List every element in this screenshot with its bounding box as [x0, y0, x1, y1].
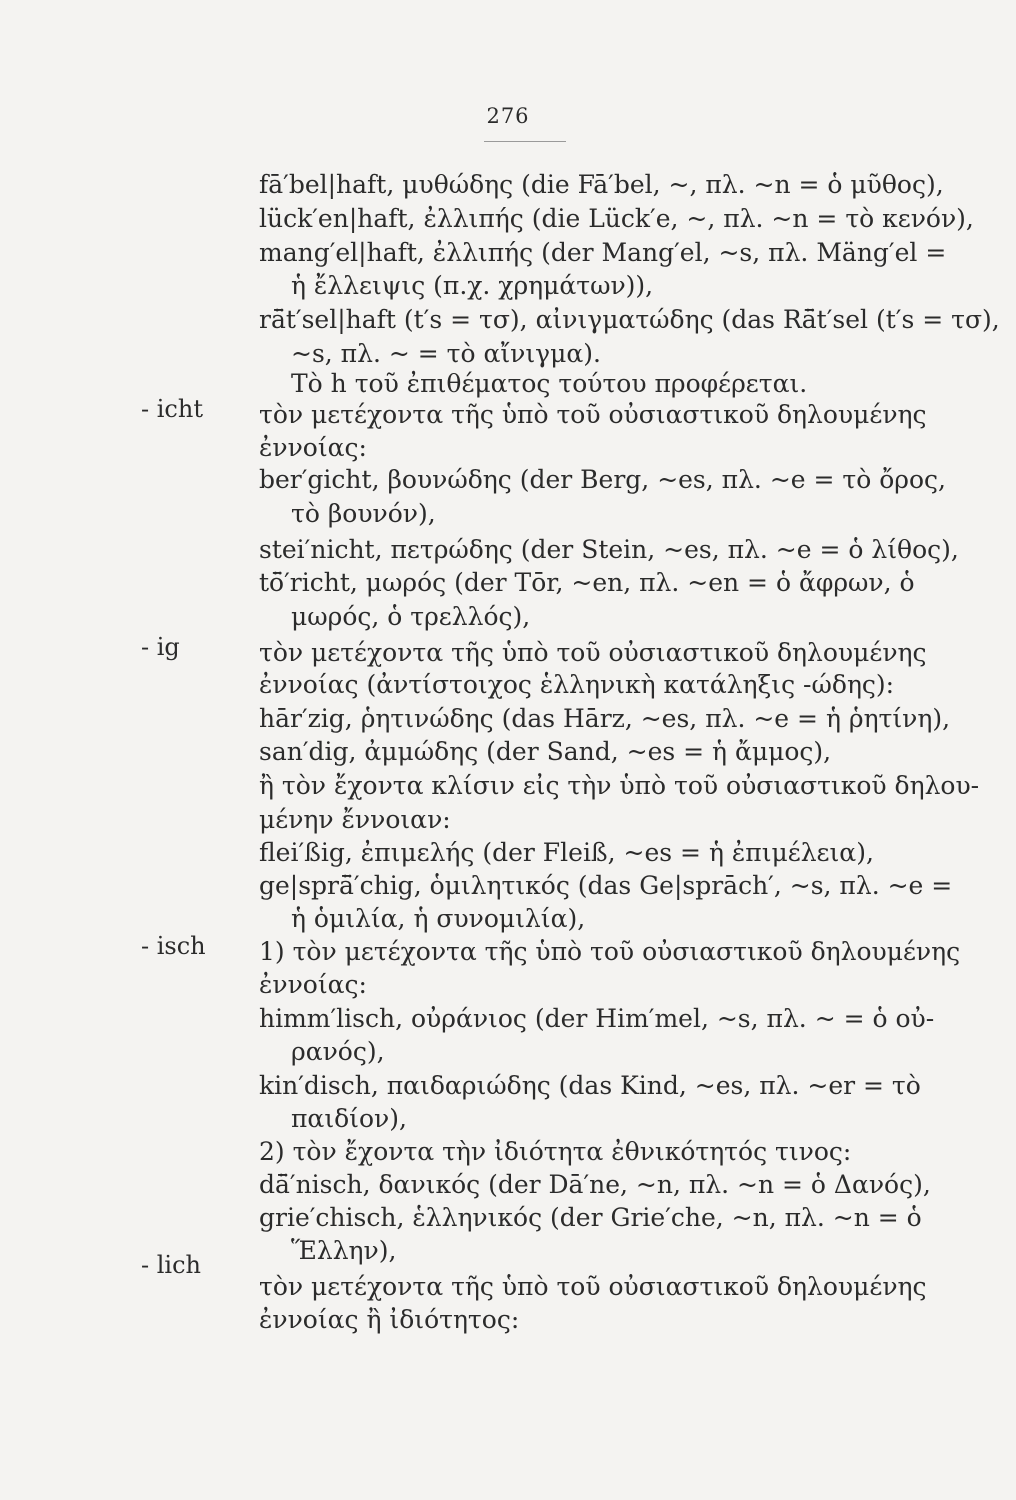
- suffix-label-isch: - isch: [141, 932, 206, 960]
- text-line: ἐννοίας:: [259, 970, 367, 999]
- page-number-rule: [484, 141, 566, 142]
- text-line: lück′en|haft, ἐλλιπής (die Lück′e, ~, πλ. ~n = τὸ κενόν),: [259, 204, 974, 233]
- text-line: kin′disch, παιδαριώδης (das Kind, ~es, πλ. ~er = τὸ: [259, 1071, 921, 1100]
- text-line: Ἕλλην),: [291, 1236, 397, 1265]
- text-line: hār′zig, ῥητινώδης (das Hārz, ~es, πλ. ~e = ἡ ῥητίνη),: [259, 704, 951, 733]
- text-line: τὸν μετέχοντα τῆς ὑπὸ τοῦ οὐσιαστικοῦ δηλουμένης: [259, 1272, 927, 1301]
- text-line: ἐννοίας ἢ ἰδιότητος:: [259, 1305, 520, 1334]
- text-line: tō̈′richt, μωρός (der Tōr, ~en, πλ. ~en = ὁ ἄφρων, ὁ: [259, 568, 915, 597]
- text-line: grie′chisch, ἑλληνικός (der Grie′che, ~n, πλ. ~n = ὁ: [259, 1203, 922, 1232]
- text-line: 2) τὸν ἔχοντα τὴν ἰδιότητα ἐθνικότητός τινος:: [259, 1137, 852, 1166]
- text-line: ἡ ὁμιλία, ἡ συνομιλία),: [291, 904, 586, 933]
- text-line: ἢ τὸν ἔχοντα κλίσιν εἰς τὴν ὑπὸ τοῦ οὐσιαστικοῦ δηλου-: [259, 771, 980, 800]
- text-line: ~s, πλ. ~ = τὸ αἴνιγμα).: [291, 339, 601, 368]
- text-line: τὸν μετέχοντα τῆς ὑπὸ τοῦ οὐσιαστικοῦ δηλουμένης: [259, 400, 927, 429]
- text-line: stei′nicht, πετρώδης (der Stein, ~es, πλ. ~e = ὁ λίθος),: [259, 535, 959, 564]
- text-line: rā̈t′sel|haft (t′s = τσ), αἰνιγματώδης (das Rā̈t′sel (t′s = τσ),: [259, 305, 1000, 334]
- text-line: τὸν μετέχοντα τῆς ὑπὸ τοῦ οὐσιαστικοῦ δηλουμένης: [259, 638, 927, 667]
- text-line: ge|sprā̈′chig, ὁμιλητικός (das Ge|sprāch′, ~s, πλ. ~e =: [259, 871, 953, 900]
- text-line: dā̈′nisch, δανικός (der Dā′ne, ~n, πλ. ~n = ὁ Δανός),: [259, 1170, 931, 1199]
- text-line: μωρός, ὁ τρελλός),: [291, 602, 531, 631]
- text-line: ἡ ἔλλειψις (π.χ. χρημάτων)),: [291, 271, 654, 300]
- text-line: ber′gicht, βουνώδης (der Berg, ~es, πλ. ~e = τὸ ὄρος,: [259, 465, 946, 494]
- text-line: μένην ἔννοιαν:: [259, 805, 451, 834]
- suffix-label-icht: - icht: [141, 395, 203, 423]
- text-line: himm′lisch, οὐράνιος (der Him′mel, ~s, πλ. ~ = ὁ οὐ-: [259, 1004, 935, 1033]
- text-line: mang′el|haft, ἐλλιπής (der Mang′el, ~s, πλ. Mäng′el =: [259, 238, 947, 267]
- text-line: παιδίον),: [291, 1104, 407, 1133]
- text-line: τὸ βουνόν),: [291, 499, 436, 528]
- text-line: san′dig, ἀμμώδης (der Sand, ~es = ἡ ἄμμος),: [259, 737, 832, 766]
- suffix-label-lich: - lich: [141, 1251, 201, 1279]
- text-line: Τὸ h τοῦ ἐπιθέματος τούτου προφέρεται.: [291, 369, 808, 398]
- text-line: ρανός),: [291, 1037, 385, 1066]
- text-line: fā′bel|haft, μυθώδης (die Fā′bel, ~, πλ. ~n = ὁ μῦθος),: [259, 170, 944, 199]
- text-line: ἐννοίας:: [259, 433, 367, 462]
- suffix-label-ig: - ig: [141, 633, 180, 661]
- text-line: 1) τὸν μετέχοντα τῆς ὑπὸ τοῦ οὐσιαστικοῦ δηλουμένης: [259, 937, 961, 966]
- text-line: flei′ßig, ἐπιμελής (der Fleiß, ~es = ἡ ἐπιμέλεια),: [259, 838, 874, 867]
- text-line: ἐννοίας (ἀντίστοιχος ἑλληνικὴ κατάληξις -ώδης):: [259, 670, 895, 699]
- page-number: 276: [486, 104, 530, 128]
